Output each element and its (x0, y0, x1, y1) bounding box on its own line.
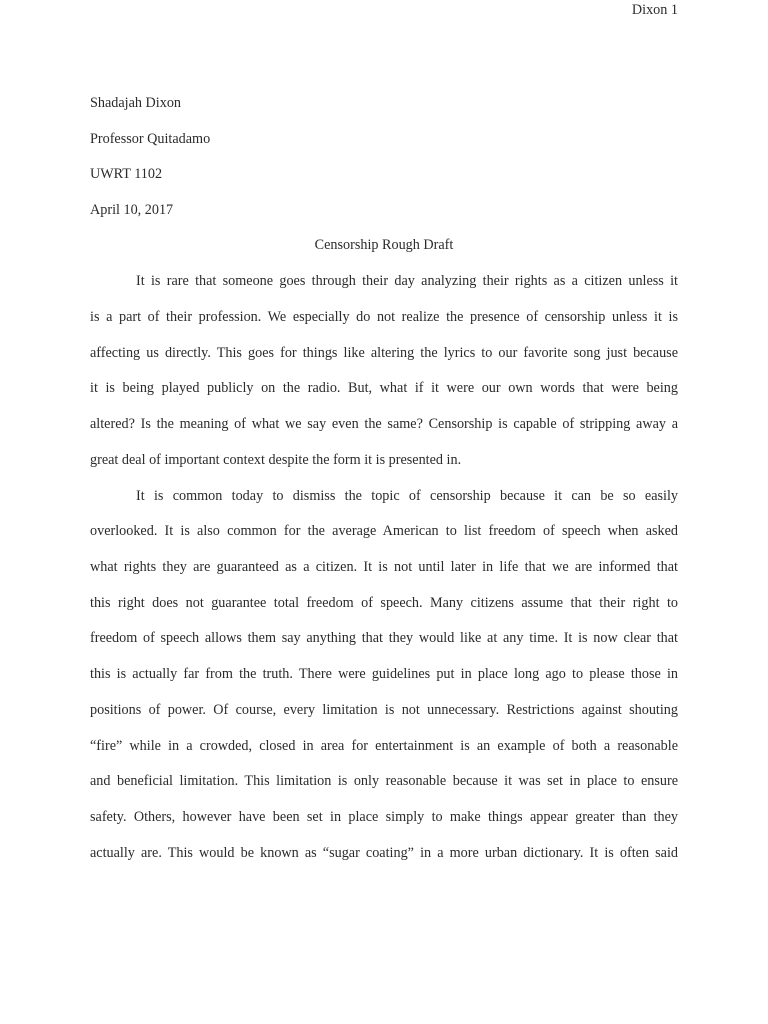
paragraph-2-line-3: what rights they are guaranteed as a citizen. It is not until later in life that we are informed that (90, 559, 678, 575)
professor-name: Professor Quitadamo (90, 131, 211, 147)
paragraph-1-line-1: It is rare that someone goes through their day analyzing their rights as a citizen unless it (136, 273, 678, 289)
paragraph-2-line-11: actually are. This would be known as “sugar coating” in a more urban dictionary. It is often said (90, 845, 678, 861)
essay-title: Censorship Rough Draft (314, 237, 454, 253)
paragraph-2-line-8: “fire” while in a crowded, closed in area for entertainment is an example of both a reasonable (90, 738, 678, 754)
date: April 10, 2017 (90, 202, 174, 218)
paragraph-2-line-2: overlooked. It is also common for the average American to list freedom of speech when asked (90, 523, 678, 539)
paragraph-1-line-4: it is being played publicly on the radio. But, what if it were our own words that were being (90, 380, 678, 396)
paragraph-2-line-10: safety. Others, however have been set in place simply to make things appear greater than they (90, 809, 678, 825)
paragraph-1-line-2: is a part of their profession. We especially do not realize the presence of censorship unless it is (90, 309, 678, 325)
running-head: Dixon 1 (631, 2, 678, 18)
paragraph-2-line-6: this is actually far from the truth. There were guidelines put in place long ago to please those in (90, 666, 678, 682)
paragraph-1-line-3: affecting us directly. This goes for things like altering the lyrics to our favorite song just because (90, 345, 678, 361)
paragraph-2-line-4: this right does not guarantee total freedom of speech. Many citizens assume that their right to (90, 595, 678, 611)
paragraph-2-line-1: It is common today to dismiss the topic of censorship because it can be so easily (136, 488, 678, 504)
paragraph-2-line-7: positions of power. Of course, every limitation is not unnecessary. Restrictions against shouting (90, 702, 678, 718)
paragraph-2-line-9: and beneficial limitation. This limitation is only reasonable because it was set in place to ensure (90, 773, 678, 789)
paragraph-1-line-6: great deal of important context despite the form it is presented in. (90, 452, 462, 468)
course-code: UWRT 1102 (90, 166, 163, 182)
paragraph-1-line-5: altered? Is the meaning of what we say even the same? Censorship is capable of stripping away a (90, 416, 678, 432)
author-name: Shadajah Dixon (90, 95, 182, 111)
paragraph-2-line-5: freedom of speech allows them say anything that they would like at any time. It is now clear that (90, 630, 678, 646)
